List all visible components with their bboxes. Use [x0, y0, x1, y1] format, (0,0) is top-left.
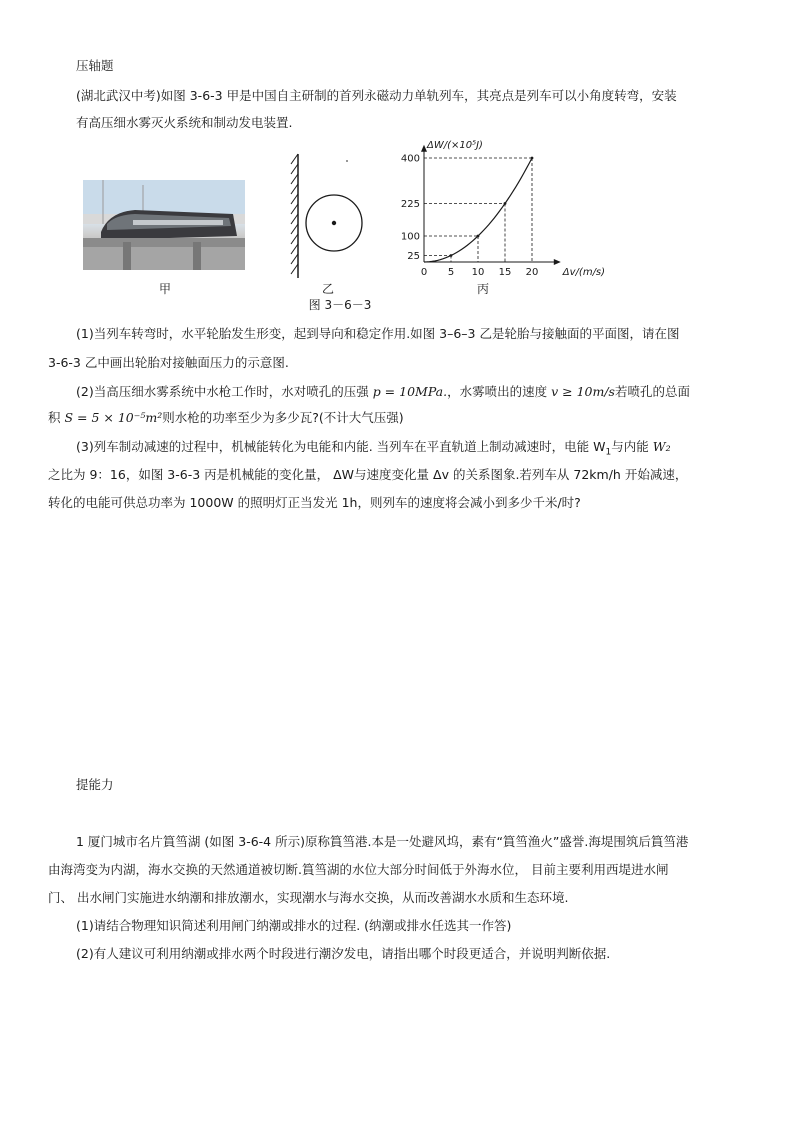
intro-line-1: (湖北武汉中考)如图 3-6-3 甲是中国自主研制的首列永磁动力单轨列车，其亮点是列车可以小角度转弯，安装 — [76, 88, 677, 103]
section2-paragraph-line-1: 1 厦门城市名片篔筜湖 (如图 3-6-4 所示)原称篔筜港.本是一处避风坞，素有“篔筜渔火”盛誉.海堤围筑后篔筜港 — [76, 834, 689, 849]
data-point-15 — [504, 202, 507, 205]
monorail-train-photo — [83, 180, 245, 270]
question-3-line-2: 之比为 9：16，如图 3-6-3 丙是机械能的变化量， ΔW与速度变化量 Δv 的关系图象.若列车从 72km/h 开始减速， — [48, 467, 688, 482]
y-tick-label-225: 225 — [400, 199, 420, 210]
energy-change-chart — [380, 136, 620, 284]
data-point-5 — [450, 254, 453, 257]
y-tick-label-400: 400 — [400, 153, 420, 165]
x-tick-label-10: 10 — [471, 267, 485, 278]
section2-paragraph-line-3: 门、 出水闸门实施进水纳潮和排放潮水，实现潮水与海水交换，从而改善湖水水质和生态环境. — [48, 890, 569, 905]
panel-label-bing: 丙 — [476, 282, 489, 296]
figure-caption: 图 3－6－3 — [308, 298, 372, 312]
velocity-formula: v ≥ 10m/s — [551, 384, 615, 399]
panel-label-jia: 甲 — [158, 282, 171, 296]
question-2-line-2: 积 S = 5 × 10⁻⁵m²则水枪的功率至少为多少瓦?(不计大气压强) — [48, 410, 404, 425]
tire-center-dot — [332, 221, 336, 225]
data-point-10 — [477, 235, 480, 238]
x-axis-label: Δv/(m/s) — [562, 267, 606, 278]
wheel-contact-diagram — [288, 150, 368, 280]
question-3-line-3: 转化的电能可供总功率为 1000W 的照明灯正当发光 1h，则列车的速度将会减小到多少千米/时? — [48, 495, 581, 510]
y-axis-label: ΔW/(×10⁵J) — [427, 140, 483, 151]
x-axis-arrow — [554, 259, 561, 265]
panel-label-yi: 乙 — [321, 282, 334, 296]
section-title-tinengli: 提能力 — [76, 777, 114, 792]
x-tick-label-5: 5 — [447, 267, 455, 278]
area-formula: S = 5 × 10⁻⁵m² — [64, 410, 163, 425]
y-tick-label-25: 25 — [407, 251, 420, 262]
intro-line-2: 有高压细水雾灭火系统和制动发电装置. — [76, 115, 293, 130]
wall-hatching — [291, 154, 298, 274]
section2-question-1: (1)请结合物理知识简述利用闸门纳潮或排水的过程. (纳潮或排水任选其一作答) — [76, 918, 512, 933]
question-1-line-2: 3-6-3 乙中画出轮胎对接触面压力的示意图. — [48, 355, 289, 370]
question-1-line-1: (1)当列车转弯时，水平轮胎发生形变，起到导向和稳定作用.如图 3–6–3 乙是轮胎与接触面的平面图，请在图 — [76, 326, 680, 341]
pressure-formula: p = 10MPa. — [372, 384, 448, 399]
x-tick-label-20: 20 — [525, 267, 539, 278]
section-title-yazhouti: 压轴题 — [76, 58, 114, 73]
internal-energy-symbol: W₂ — [652, 439, 671, 454]
data-point-20 — [531, 157, 534, 160]
question-3-line-1: (3)列车制动减速的过程中，机械能转化为电能和内能. 当列车在平直轨道上制动减速时，电能 $W_1$与内能 W₂ — [76, 439, 671, 458]
y-tick-label-100: 100 — [400, 231, 420, 243]
question-2-line-1: (2)当高压细水雾系统中水枪工作时，水对喷孔的压强 p = 10MPa.，水雾喷出的速度 v ≥ 10m/s若喷孔的总面 — [76, 384, 690, 399]
section2-question-2: (2)有人建议可利用纳潮或排水两个时段进行潮汐发电，请指出哪个时段更适合，并说明判断依据. — [76, 946, 611, 961]
x-tick-label-0: 0 — [420, 267, 428, 278]
x-tick-label-15: 15 — [498, 267, 512, 278]
section2-paragraph-line-2: 由海湾变为内湖，海水交换的天然通道被切断.篔筜湖的水位大部分时间低于外海水位， 目前主要利用西堤进水闸 — [48, 862, 669, 877]
